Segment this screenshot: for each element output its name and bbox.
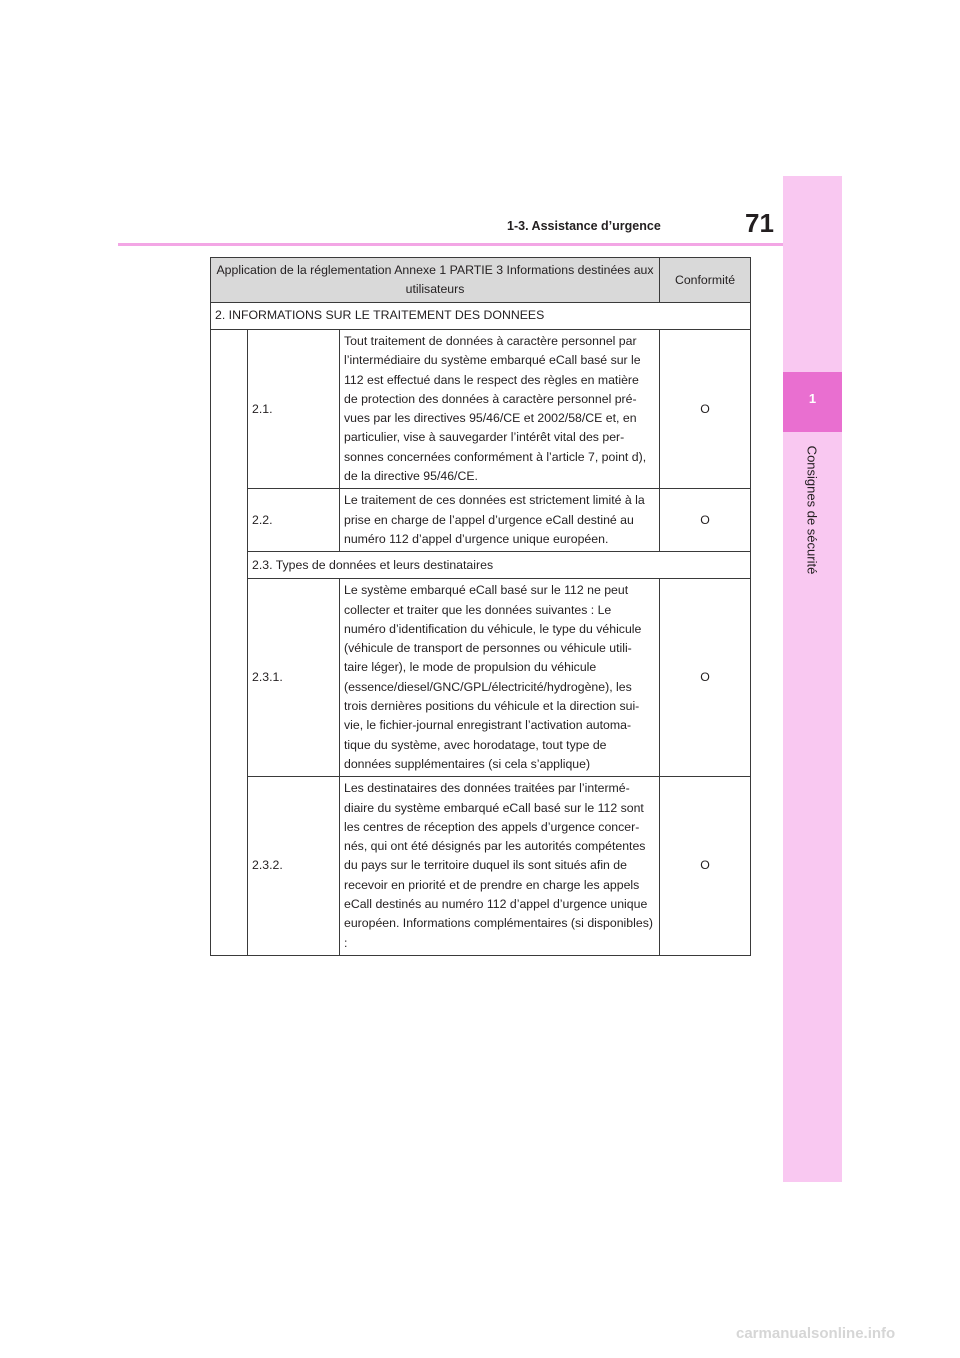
- table-header-row: [211, 258, 751, 303]
- row-number: 2.2.: [248, 489, 340, 552]
- regulation-table: [210, 257, 751, 956]
- row-number: 2.1.: [248, 330, 340, 489]
- header-application: Application de la réglementation Annexe 1 PARTIE 3 Informations destinées aux utilisateurs: [211, 258, 660, 303]
- watermark: carmanualsonline.info: [736, 1325, 896, 1342]
- table-row: [211, 489, 751, 552]
- table-row: [211, 579, 751, 777]
- chapter-number: 1: [808, 391, 817, 406]
- row-conformity: O: [660, 330, 751, 489]
- row-number: 2.3.1.: [248, 579, 340, 777]
- row-number: 2.3.2.: [248, 777, 340, 956]
- row-conformity: O: [660, 777, 751, 956]
- section-row: [211, 303, 751, 330]
- row-text: Le système embarqué eCall basé sur le 112 ne peut collecter et traiter que les données suivantes : Le numéro d’identification du véhicule, le type du véhicule (véhicule de transport de personnes ou véhicule utili-taire léger), le mode de propulsion du véhicule (essence/diesel/GNC/GPL/électricité/hydrogène), les trois dernières positions du véhicule et la direction sui-vie, le fichier-journal enregistrant l’activation automa-tique du système, avec horodatage, tout type de données supplémentaires (si cela s’applique): [340, 579, 660, 777]
- table-row: [211, 777, 751, 956]
- row-conformity: O: [660, 579, 751, 777]
- page-number: 71: [745, 208, 774, 238]
- row-text: Tout traitement de données à caractère personnel par l’intermédiaire du système embarqué eCall basé sur le 112 est effectué dans le respect des règles en matière de protection des données à caractère personnel pré-vues par les directives 95/46/CE et 2002/58/CE et, en particulier, vise à sauvegarder l’intérêt vital des per-sonnes concernées conformément à l’article 7, point d), de la directive 95/46/CE.: [340, 330, 660, 489]
- header-rule: [118, 243, 783, 246]
- row-conformity: O: [660, 489, 751, 552]
- section-title-cell: 2. INFORMATIONS SUR LE TRAITEMENT DES DONNEES: [211, 303, 751, 330]
- chapter-label: Consignes de sécurité: [804, 445, 820, 575]
- header-conformity: Conformité: [660, 258, 751, 303]
- indent-cell: [211, 330, 248, 956]
- chapter-side-band: [783, 176, 842, 1182]
- row-text: Le traitement de ces données est strictement limité à la prise en charge de l’appel d’urgence eCall destiné au numéro 112 d’appel d’urgence unique européen.: [340, 489, 660, 552]
- section-title: 1-3. Assistance d’urgence: [507, 219, 661, 233]
- table-row: [211, 330, 751, 489]
- subsection-title-cell: 2.3. Types de données et leurs destinataires: [248, 552, 751, 579]
- subsection-row: [211, 552, 751, 579]
- row-text: Les destinataires des données traitées par l’intermé-diaire du système embarqué eCall basé sur le 112 sont les centres de réception des appels d’urgence concer-nés, qui ont été désignés par les autorités compétentes du pays sur le territoire duquel ils sont situés afin de recevoir en priorité et de prendre en charge les appels eCall destinés au numéro 112 d’appel d’urgence unique européen. Informations complémentaires (si disponibles) :: [340, 777, 660, 956]
